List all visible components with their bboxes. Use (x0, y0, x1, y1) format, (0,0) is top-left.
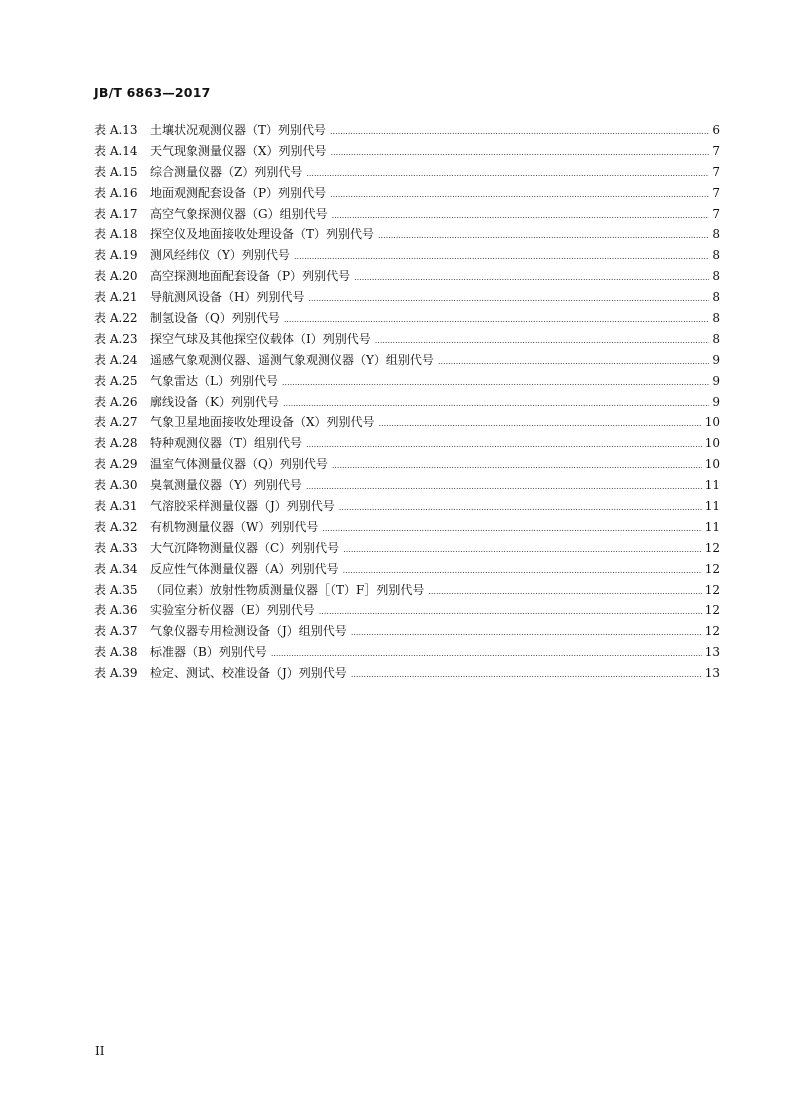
toc-entry-title: 廓线设备（K）列别代号 (150, 394, 279, 409)
toc-entry-title: （同位素）放射性物质测量仪器［（T）F］列别代号 (150, 582, 425, 597)
toc-entry-page: 11 (704, 519, 720, 534)
toc-entry-title: 有机物测量仪器（W）列别代号 (150, 519, 319, 534)
toc-entry[interactable] (94, 309, 720, 330)
toc-entry-page: 8 (712, 248, 720, 263)
toc-leader-dots (332, 461, 702, 470)
toc-entry-label: 表 A.37 (94, 624, 138, 639)
toc-entry[interactable] (94, 622, 720, 643)
toc-entry[interactable] (94, 351, 720, 372)
toc-entry-page: 7 (712, 164, 720, 179)
toc-leader-dots (339, 503, 702, 512)
toc-entry-label: 表 A.34 (94, 561, 138, 576)
toc-entry-label: 表 A.38 (94, 645, 138, 660)
toc-entry-title: 气象雷达（L）列别代号 (150, 373, 278, 388)
toc-entry-page: 11 (704, 478, 720, 493)
toc-entry-title: 特种观测仪器（T）组别代号 (150, 436, 303, 451)
toc-entry[interactable] (94, 184, 720, 205)
toc-entry-page: 6 (712, 123, 720, 137)
toc-entry-label: 表 A.26 (94, 394, 138, 409)
toc-entry[interactable] (94, 225, 720, 246)
toc-entry-label: 表 A.18 (94, 227, 138, 242)
toc-entry[interactable] (94, 434, 720, 455)
toc-entry-page: 12 (704, 603, 720, 618)
toc-entry[interactable] (94, 643, 720, 664)
toc-entry-title: 测风经纬仪（Y）列别代号 (150, 248, 290, 263)
toc-leader-dots (322, 524, 701, 533)
toc-entry-label: 表 A.23 (94, 331, 138, 346)
toc-entry-label: 表 A.20 (94, 269, 138, 284)
toc-entry-page: 9 (712, 394, 720, 409)
toc-entry-page: 12 (704, 624, 720, 639)
toc-leader-dots (428, 587, 701, 596)
toc-entry-label: 表 A.35 (94, 582, 138, 597)
toc-entry-title: 导航测风设备（H）列别代号 (150, 290, 305, 305)
toc-leader-dots (284, 315, 709, 324)
toc-entry-page: 12 (704, 582, 720, 597)
toc-entry[interactable] (94, 413, 720, 434)
toc-leader-dots (331, 148, 709, 157)
toc-leader-dots (283, 399, 709, 408)
toc-entry[interactable] (94, 267, 720, 288)
toc-entry[interactable] (94, 393, 720, 414)
toc-entry-title: 高空气象探测仪器（G）组别代号 (150, 206, 328, 221)
toc-entry-page: 8 (712, 331, 720, 346)
toc-entry-title: 地面观测配套设备（P）列别代号 (150, 185, 327, 200)
toc-leader-dots (438, 357, 709, 366)
toc-entry-label: 表 A.30 (94, 478, 138, 493)
toc-entry[interactable] (94, 372, 720, 393)
toc-leader-dots (282, 378, 709, 387)
toc-entry-title: 气象卫星地面接收处理设备（X）列别代号 (150, 415, 375, 430)
toc-entry-title: 气溶胶采样测量仪器（J）列别代号 (150, 499, 335, 514)
toc-entry[interactable] (94, 476, 720, 497)
toc-entry-label: 表 A.14 (94, 143, 138, 158)
toc-entry-title: 遥感气象观测仪器、遥测气象观测仪器（Y）组别代号 (150, 352, 434, 367)
toc-entry[interactable] (94, 455, 720, 476)
toc-entry-label: 表 A.13 (94, 123, 138, 137)
toc-entry-title: 标准器（B）列别代号 (150, 645, 267, 660)
toc-entry-page: 8 (712, 269, 720, 284)
toc-entry-title: 天气现象测量仪器（X）列别代号 (150, 143, 327, 158)
toc-entry-label: 表 A.28 (94, 436, 138, 451)
toc-leader-dots (351, 628, 702, 637)
toc-entry-page: 9 (712, 373, 720, 388)
toc-leader-dots (306, 482, 702, 491)
toc-entry-label: 表 A.29 (94, 457, 138, 472)
toc-entry-label: 表 A.36 (94, 603, 138, 618)
toc-entry-label: 表 A.31 (94, 499, 138, 514)
toc-entry-title: 大气沉降物测量仪器（C）列别代号 (150, 540, 340, 555)
toc-entry-title: 反应性气体测量仪器（A）列别代号 (150, 561, 339, 576)
table-of-contents (94, 121, 720, 685)
toc-entry-page: 7 (712, 185, 720, 200)
toc-entry-page: 12 (704, 540, 720, 555)
toc-leader-dots (306, 169, 709, 178)
toc-entry-title: 土壤状况观测仪器（T）列别代号 (150, 123, 327, 137)
toc-entry-label: 表 A.33 (94, 540, 138, 555)
toc-entry-title: 探空气球及其他探空仪载体（I）列别代号 (150, 331, 371, 346)
toc-entry-page: 7 (712, 206, 720, 221)
toc-entry[interactable] (94, 288, 720, 309)
toc-entry-label: 表 A.22 (94, 311, 138, 326)
toc-leader-dots (332, 211, 709, 220)
toc-entry-title: 制氢设备（Q）列别代号 (150, 311, 280, 326)
toc-leader-dots (308, 294, 709, 303)
toc-entry[interactable] (94, 330, 720, 351)
toc-entry[interactable] (94, 163, 720, 184)
toc-entry-label: 表 A.27 (94, 415, 138, 430)
toc-entry-title: 高空探测地面配套设备（P）列别代号 (150, 269, 351, 284)
toc-entry-page: 10 (704, 436, 720, 451)
toc-entry-title: 温室气体测量仪器（Q）列别代号 (150, 457, 328, 472)
toc-leader-dots (379, 419, 702, 428)
toc-entry-title: 综合测量仪器（Z）列别代号 (150, 164, 303, 179)
toc-entry-label: 表 A.16 (94, 185, 138, 200)
toc-entry-page: 12 (704, 561, 720, 576)
toc-entry-page: 13 (704, 666, 720, 681)
toc-leader-dots (319, 607, 702, 616)
toc-entry-title: 气象仪器专用检测设备（J）组别代号 (150, 624, 347, 639)
toc-entry-title: 检定、测试、校准设备（J）列别代号 (150, 666, 347, 681)
toc-entry-label: 表 A.19 (94, 248, 138, 263)
toc-entry[interactable] (94, 518, 720, 539)
toc-entry[interactable] (94, 601, 720, 622)
toc-entry-label: 表 A.24 (94, 352, 138, 367)
toc-entry-page: 8 (712, 227, 720, 242)
toc-leader-dots (378, 231, 709, 240)
toc-entry-title: 实验室分析仪器（E）列别代号 (150, 603, 315, 618)
toc-entry-label: 表 A.39 (94, 666, 138, 681)
toc-leader-dots (375, 336, 709, 345)
toc-entry-label: 表 A.25 (94, 373, 138, 388)
toc-entry-title: 臭氧测量仪器（Y）列别代号 (150, 478, 302, 493)
toc-leader-dots (330, 127, 709, 136)
toc-entry-title: 探空仪及地面接收处理设备（T）列别代号 (150, 227, 375, 242)
toc-entry[interactable] (94, 560, 720, 581)
toc-entry[interactable] (94, 205, 720, 226)
toc-entry-label: 表 A.32 (94, 519, 138, 534)
toc-leader-dots (306, 440, 702, 449)
toc-entry-label: 表 A.15 (94, 164, 138, 179)
toc-leader-dots (294, 252, 709, 261)
toc-entry-page: 9 (712, 352, 720, 367)
toc-entry-page: 7 (712, 143, 720, 158)
toc-entry-label: 表 A.17 (94, 206, 138, 221)
toc-entry-page: 13 (704, 645, 720, 660)
toc-entry[interactable] (94, 581, 720, 602)
toc-entry[interactable] (94, 121, 720, 142)
toc-entry-label: 表 A.21 (94, 290, 138, 305)
toc-leader-dots (271, 649, 702, 658)
page-number: II (95, 1044, 105, 1058)
toc-leader-dots (343, 566, 702, 575)
toc-entry-page: 10 (704, 415, 720, 430)
toc-entry[interactable] (94, 246, 720, 267)
toc-leader-dots (351, 670, 702, 679)
toc-entry[interactable] (94, 497, 720, 518)
toc-entry-page: 8 (712, 311, 720, 326)
toc-leader-dots (343, 545, 702, 554)
toc-leader-dots (330, 190, 709, 199)
toc-entry-page: 10 (704, 457, 720, 472)
toc-entry-page: 8 (712, 290, 720, 305)
toc-leader-dots (354, 273, 709, 282)
standard-code: JB/T 6863—2017 (94, 85, 211, 100)
toc-entry[interactable] (94, 664, 720, 685)
toc-entry-page: 11 (704, 499, 720, 514)
toc-entry[interactable] (94, 142, 720, 163)
toc-entry[interactable] (94, 539, 720, 560)
